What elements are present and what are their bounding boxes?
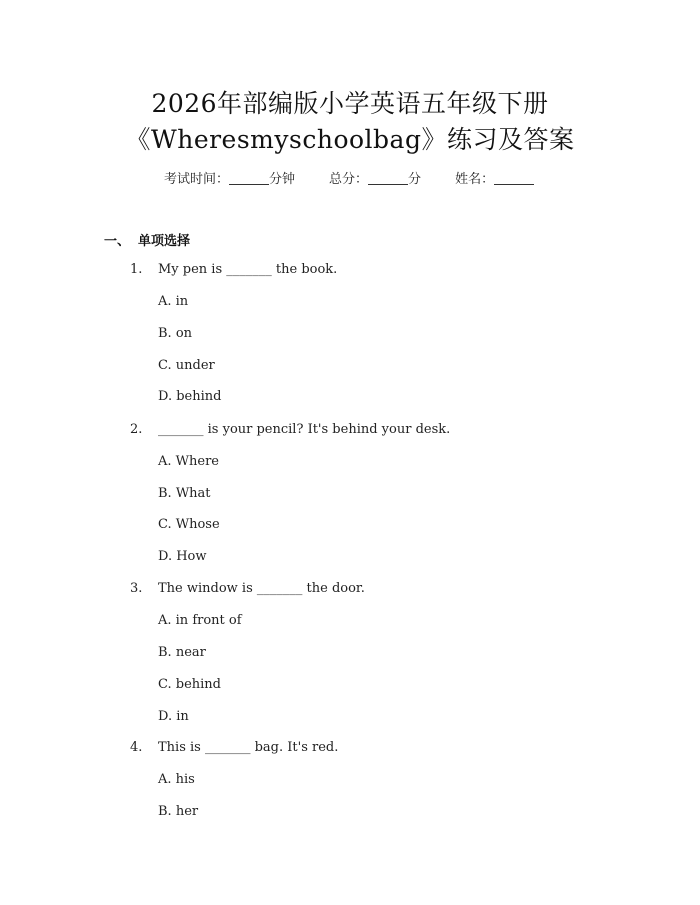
time-blank <box>229 172 269 185</box>
option: A. his <box>158 772 195 787</box>
question-text: This is _______ bag. It's red. <box>158 740 339 755</box>
question-number: 4. <box>130 740 143 755</box>
question-number: 1. <box>130 262 143 277</box>
option: D. How <box>158 549 207 564</box>
option: A. in <box>158 294 189 309</box>
name-blank <box>494 172 534 185</box>
score-label: 总分： <box>329 172 369 187</box>
option: D. in <box>158 709 189 724</box>
question-number: 2. <box>130 422 143 437</box>
option: A. Where <box>158 454 219 469</box>
option: A. in front of <box>158 613 242 628</box>
option: B. her <box>158 804 199 819</box>
option: B. What <box>158 486 211 501</box>
name-label: 姓名： <box>455 172 495 187</box>
question-number: 3. <box>130 581 143 596</box>
option: B. on <box>158 326 193 341</box>
exam-info-row <box>164 168 534 187</box>
option: B. near <box>158 645 206 660</box>
section-heading <box>104 230 190 249</box>
question-text: _______ is your pencil? It's behind your desk. <box>158 422 451 437</box>
option: D. behind <box>158 389 222 404</box>
score-blank <box>368 172 408 185</box>
option: C. Whose <box>158 517 220 532</box>
option: C. under <box>158 358 215 373</box>
section-title: 单项选择 <box>138 234 191 249</box>
question-text: The window is _______ the door. <box>158 581 365 596</box>
question-text: My pen is _______ the book. <box>158 262 338 277</box>
time-unit: 分钟 <box>269 172 296 187</box>
document-title-line-2: 《Wheresmyschoolbag》练习及答案 <box>125 125 575 154</box>
score-unit: 分 <box>408 172 422 187</box>
document-title-line-1: 2026年部编版小学英语五年级下册 <box>151 89 549 118</box>
time-label: 考试时间： <box>164 172 230 187</box>
section-number: 一、 <box>104 234 131 249</box>
option: C. behind <box>158 677 221 692</box>
